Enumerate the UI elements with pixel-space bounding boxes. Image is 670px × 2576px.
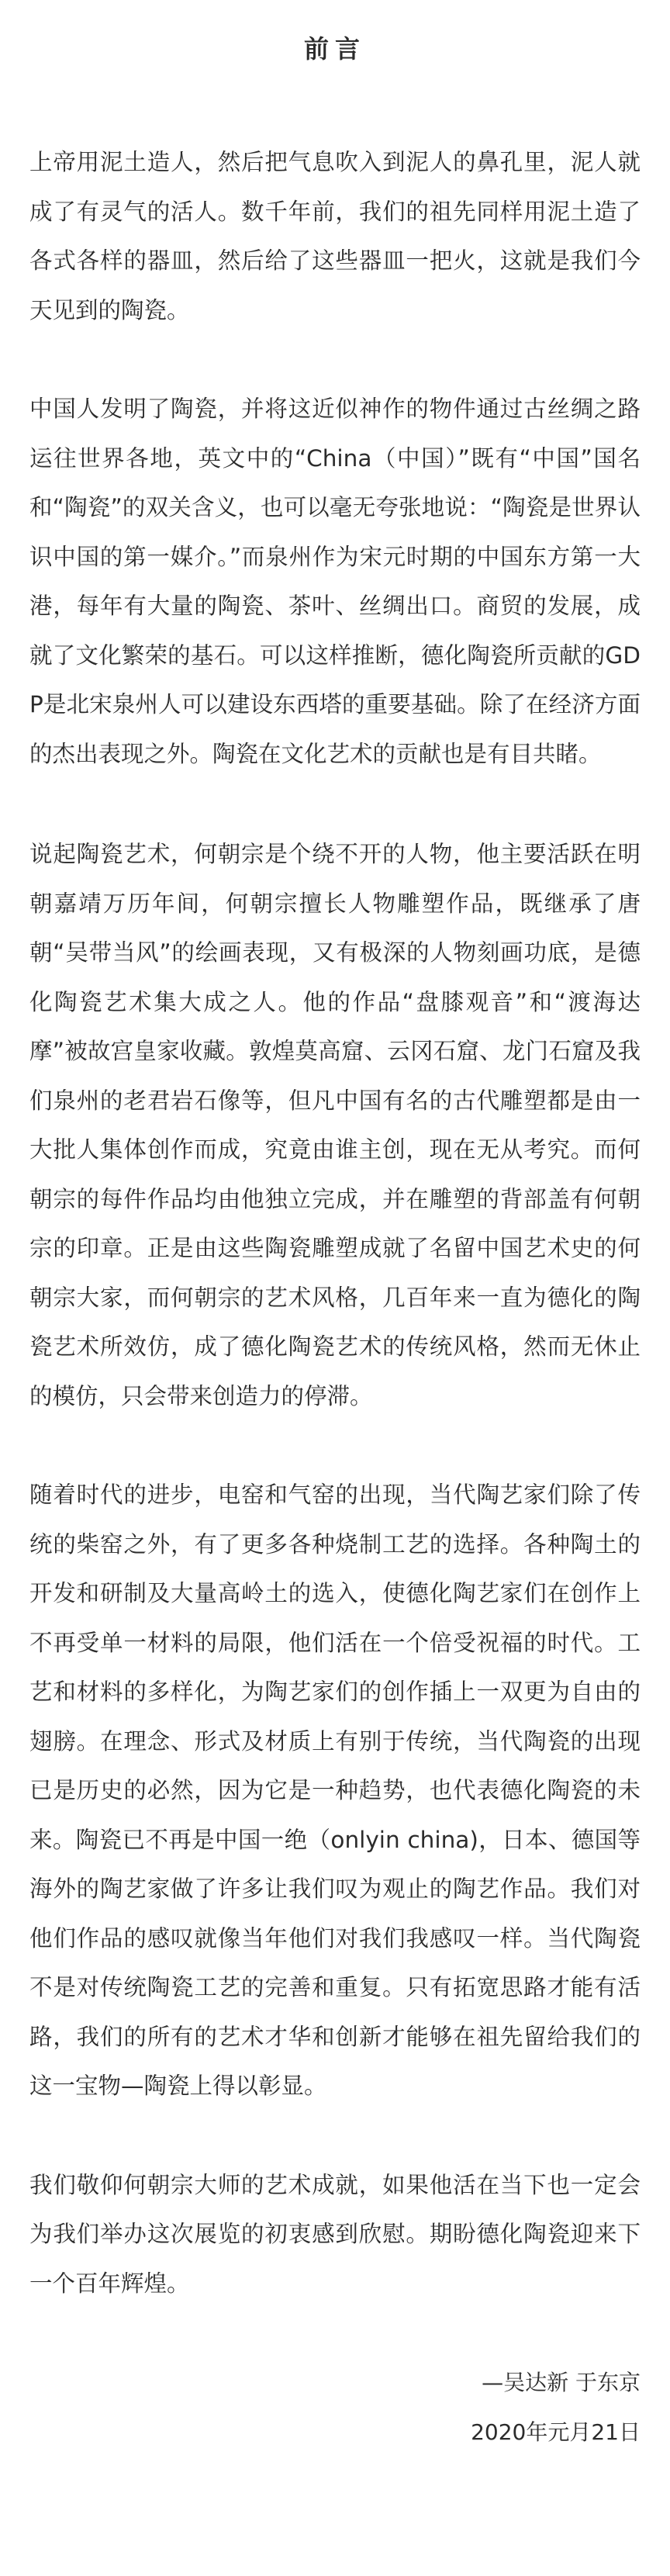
paragraph-3: 说起陶瓷艺术，何朝宗是个绕不开的人物，他主要活跃在明朝嘉靖万历年间，何朝宗擅长人物雕塑作品，既继承了唐朝“吴带当风”的绘画表现，又有极深的人物刻画功底，是德化陶瓷艺术集大成之人。他的作品“盘膝观音”和“渡海达摩”被故宫皇家收藏。敦煌莫高窟、云冈石窟、龙门石窟及我们泉州的老君岩石像等，但凡中国有名的古代雕塑都是由一大批人集体创作而成，究竟由谁主创，现在无从考究。而何朝宗的每件作品均由他独立完成，并在雕塑的背部盖有何朝宗的印章。正是由这些陶瓷雕塑成就了名留中国艺术史的何朝宗大家，而何朝宗的艺术风格，几百年来一直为德化的陶瓷艺术所效仿，成了德化陶瓷艺术的传统风格，然而无休止的模仿，只会带来创造力的停滞。 xyxy=(29,841,641,1409)
paragraph-1: 上帝用泥土造人，然后把气息吹入到泥人的鼻孔里，泥人就成了有灵气的活人。数千年前，我们的祖先同样用泥土造了各式各样的器皿，然后给了这些器皿一把火，这就是我们今天见到的陶瓷。 xyxy=(29,149,641,323)
signature-date: 2020年元月21日 xyxy=(471,2419,641,2445)
author-signature: —吴达新 于东京 xyxy=(482,2370,641,2395)
paragraph-4: 随着时代的进步，电窑和气窑的出现，当代陶艺家们除了传统的柴窑之外，有了更多各种烧制工艺的选择。各种陶土的开发和研制及大量高岭土的选入，使德化陶艺家们在创作上不再受单一材料的局限，他们活在一个倍受祝福的时代。工艺和材料的多样化，为陶艺家们的创作插上一双更为自由的翅膀。在理念、形式及材质上有别于传统，当代陶瓷的出现已是历史的必然，因为它是一种趋势，也代表德化陶瓷的未来。陶瓷已不再是中国一绝（onlyin china)，日本、德国等海外的陶艺家做了许多让我们叹为观止的陶艺作品。我们对他们作品的感叹就像当年他们对我们我感叹一样。当代陶瓷不是对传统陶瓷工艺的完善和重复。只有拓宽思路才能有活路，我们的所有的艺术才华和创新才能够在祖先留给我们的这一宝物—陶瓷上得以彰显。 xyxy=(29,1482,641,2099)
page-title: 前言 xyxy=(303,34,366,64)
document-body xyxy=(29,138,641,2457)
paragraph-2: 中国人发明了陶瓷，并将这近似神作的物件通过古丝绸之路运往世界各地，英文中的“China（中国）”既有“中国”国名和“陶瓷”的双关含义，也可以毫无夸张地说：“陶瓷是世界认识中国的第一媒介。”而泉州作为宋元时期的中国东方第一大港，每年有大量的陶瓷、茶叶、丝绸出口。商贸的发展，成就了文化繁荣的基石。可以这样推断，德化陶瓷所贡献的GDP是北宋泉州人可以建设东西塔的重要基础。除了在经济方面的杰出表现之外。陶瓷在文化艺术的贡献也是有目共睹。 xyxy=(29,396,641,767)
paragraph-5: 我们敬仰何朝宗大师的艺术成就，如果他活在当下也一定会为我们举办这次展览的初衷感到欣慰。期盼德化陶瓷迎来下一个百年辉煌。 xyxy=(29,2171,641,2297)
